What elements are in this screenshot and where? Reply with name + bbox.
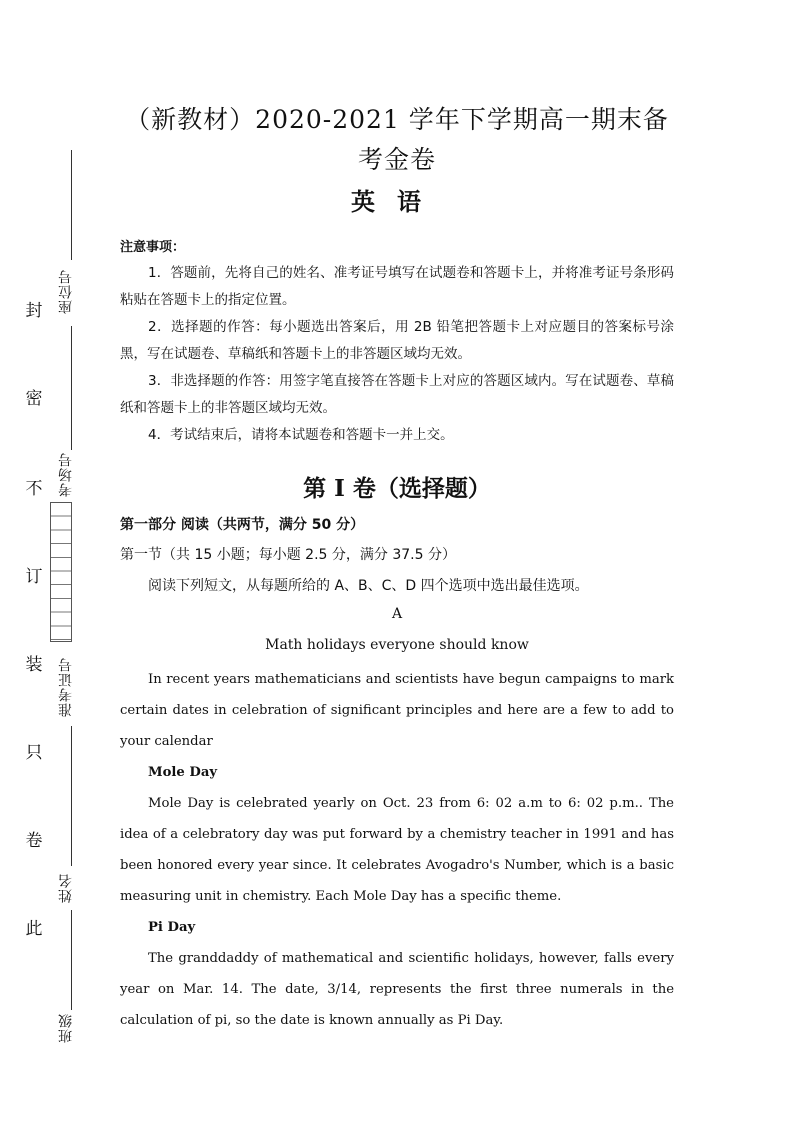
passage-text [120,664,674,1036]
exam-room-label: 考场号 [58,452,74,498]
seat-number-label: 座位号 [58,269,74,315]
margin-line-admission [71,726,72,866]
passage-intro: In recent years mathematicians and scientists have begun campaigns to mark certain dates in celebration of significant principles and here are a few to add to your calendar [120,672,674,749]
margin-line-seat [71,326,72,450]
mole-day-heading: Mole Day [148,765,218,780]
seal-char-4: 订 [25,567,43,587]
margin-line-name [71,910,72,1010]
pi-day-heading: Pi Day [148,920,196,935]
seal-char-7: 卷 [25,831,43,851]
notice-item: 2．选择题的作答：每小题选出答案后，用 2B 铅笔把答题卡上对应题目的答案标号涂黑，写在试题卷、草稿纸和答题卡上的非答题区域均无效。 [120,319,674,362]
pi-day-paragraph: The granddaddy of mathematical and scientific holidays, however, falls every year on Mar. 14. The date, 3/14, represents the first three numerals in the calculation of pi, so the date is known annually as Pi Day. [120,951,674,1028]
part-heading: 第一部分 阅读（共两节，满分 50 分） [120,517,365,533]
seal-char-1: 封 [25,301,43,321]
class-label: 班级 [58,1013,74,1043]
mole-day-paragraph: Mole Day is celebrated yearly on Oct. 23 from 6: 02 a.m to 6: 02 p.m.. The idea of a celebratory day was put forward by a chemistry teacher in 1991 and has been honored every year since. It celebrates Avogadro's Number, which is a basic measuring unit in chemistry. Each Mole Day has a specific theme. [120,796,674,904]
notice-list [120,260,674,449]
admission-number-boxes [50,502,72,642]
seal-char-2: 密 [25,389,43,409]
notice-heading: 注意事项： [120,240,186,255]
name-label: 姓名 [58,873,74,903]
notice-item: 3．非选择题的作答：用签字笔直接答在答题卡上对应的答题区域内。写在试题卷、草稿纸和答题卡上的非答题区域均无效。 [120,373,674,416]
seal-char-5: 装 [25,655,43,675]
margin-line-top [71,150,72,260]
exam-title: （新教材）2020-2021 学年下学期高一期末备考金卷 [125,105,669,174]
passage-title: Math holidays everyone should know [265,637,529,653]
section-title: 第 I 卷（选择题） [303,475,491,502]
admission-number-label: 准考证号 [58,657,74,717]
seal-char-8: 此 [25,919,43,939]
notice-item: 1．答题前，先将自己的姓名、准考证号填写在试题卷和答题卡上，并将准考证号条形码粘贴在答题卡上的指定位置。 [120,265,674,308]
subject-title: 英语 [351,187,443,216]
reading-instruction: 阅读下列短文，从每题所给的 A、B、C、D 四个选项中选出最佳选项。 [148,578,589,594]
subsection-heading: 第一节（共 15 小题；每小题 2.5 分，满分 37.5 分） [120,547,456,563]
notice-item: 4．考试结束后，请将本试题卷和答题卡一并上交。 [148,427,454,443]
seal-char-3: 不 [25,479,43,499]
passage-label: A [391,606,403,622]
seal-char-6: 只 [25,743,43,763]
